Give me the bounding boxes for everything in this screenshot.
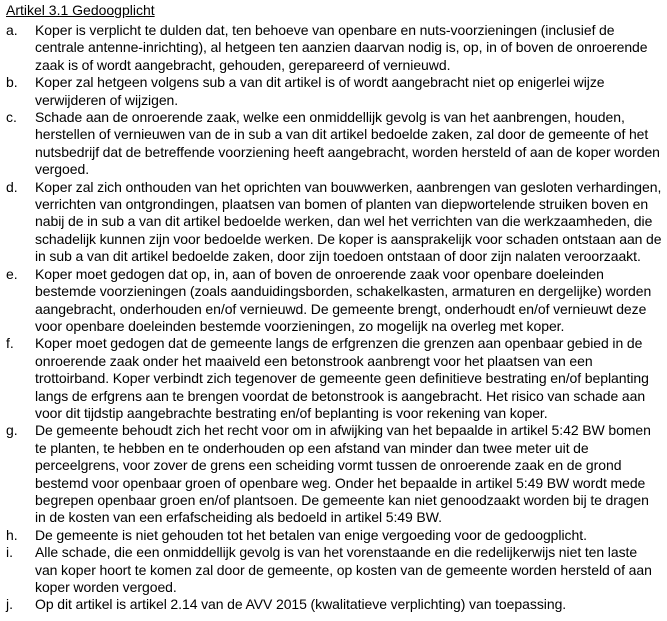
clause-text: Op dit artikel is artikel 2.14 van de AVV 2015 (kwalitatieve verplichting) van toepassing. xyxy=(35,596,567,613)
clause-letter: i. xyxy=(6,544,13,561)
clause-text: Koper is verplicht te dulden dat, ten behoeve van openbare en nuts-voorzieningen (inclusief de centrale antenne-inrichting), al hetgeen ten aanzien daarvan nodig is, op, in of boven de onroerende zaak is of wordt aangebracht, gehouden, gerepareerd of vernieuwd. xyxy=(35,22,648,73)
clause-letter: a. xyxy=(6,22,18,38)
clause-letter: b. xyxy=(6,74,18,91)
clause-item-a xyxy=(6,22,663,74)
clause-item-c xyxy=(6,109,663,179)
clause-letter: f. xyxy=(6,335,14,352)
clause-letter: g. xyxy=(6,422,18,439)
clause-item-j xyxy=(6,596,663,613)
article-clause-list xyxy=(6,22,663,614)
clause-item-i xyxy=(6,544,663,596)
clause-letter: e. xyxy=(6,265,18,282)
clause-text: Koper zal hetgeen volgens sub a van dit artikel is of wordt aangebracht niet op enigerlei wijze verwijderen of wijzigen. xyxy=(35,74,605,108)
clause-text: De gemeente is niet gehouden tot het betalen van enige vergoeding voor de gedoogplicht. xyxy=(35,526,587,543)
clause-text: Koper moet gedogen dat de gemeente langs de erfgrenzen die grenzen aan openbaar gebied in de onroerende zaak onder het maaiveld een betonstrook aanbrengt voor het plaatsen van een trottoirband. Koper verbindt zich tegenover de gemeente geen definitieve bestrating en/of beplanting langs de erfgrens aan te brengen voordat de betonstrook is aangebracht. Het risico van schade aan voor dit tijdstip aangebrachte bestrating en/of beplanting is voor rekening van koper. xyxy=(35,335,649,421)
clause-item-d xyxy=(6,179,663,266)
clause-item-e xyxy=(6,266,663,336)
clause-text: De gemeente behoudt zich het recht voor om in afwijking van het bepaalde in artikel 5:42 BW bomen te planten, te hebben en te onderhouden op een afstand van minder dan twee meter uit de perceelgrens, voor zover de grens een scheiding vormt tussen de onroerende zaak en de grond bestemd voor openbaar groen of openbare weg. Onder het bepaalde in artikel 5:49 BW wordt mede begrepen openbaar groen en/of plantsoen. De gemeente kan niet genoodzaakt worden bij te dragen in de kosten van een erfafscheiding als bedoeld in artikel 5:49 BW. xyxy=(35,422,651,526)
article-title: Artikel 3.1 Gedoogplicht xyxy=(6,2,155,18)
clause-letter: j. xyxy=(6,596,13,613)
clause-item-h xyxy=(6,527,663,544)
clause-text: Koper zal zich onthouden van het oprichten van bouwwerken, aanbrengen van gesloten verhardingen, verrichten van ontgrondingen, plaatsen van bomen of planten van diepwortelende struiken boven en nabij de in sub a van dit artikel bedoelde werken, dan wel het verrichten van die werkzaamheden, die schadelijk kunnen zijn voor bedoelde werken. De koper is aansprakelijk voor schaden ontstaan aan de in sub a van dit artikel bedoelde zaken, door zijn toedoen ontstaan of door zijn nalaten veroorzaakt. xyxy=(35,178,662,265)
clause-text: Koper moet gedogen dat op, in, aan of boven de onroerende zaak voor openbare doeleinden bestemde voorzieningen (zoals aanduidingsborden, schakelkasten, armaturen en dergelijke) worden aangebracht, onderhouden en/of vernieuwd. De gemeente brengt, onderhoudt en/of vernieuwt deze voor openbare doeleinden bestemde voorzieningen, zo mogelijk na overleg met koper. xyxy=(35,265,652,334)
clause-letter: c. xyxy=(6,109,17,126)
clause-text: Alle schade, die een onmiddellijk gevolg is van het vorenstaande en die redelijkerwijs niet ten laste van koper hoort te komen zal door de gemeente, op kosten van de gemeente worden hersteld of aan koper worden vergoed. xyxy=(35,544,652,595)
clause-item-g xyxy=(6,422,663,526)
clause-text: Schade aan de onroerende zaak, welke een onmiddellijk gevolg is van het aanbrengen, houden, herstellen of vernieuwen van de in sub a van dit artikel bedoelde zaken, zal door de gemeente of het nutsbedrijf dat de betreffende voorziening heeft aangebracht, worden hersteld of aan de koper worden vergoed. xyxy=(35,109,660,178)
clause-item-f xyxy=(6,335,663,422)
clause-letter: h. xyxy=(6,526,18,543)
clause-item-b xyxy=(6,74,663,109)
clause-letter: d. xyxy=(6,178,18,195)
